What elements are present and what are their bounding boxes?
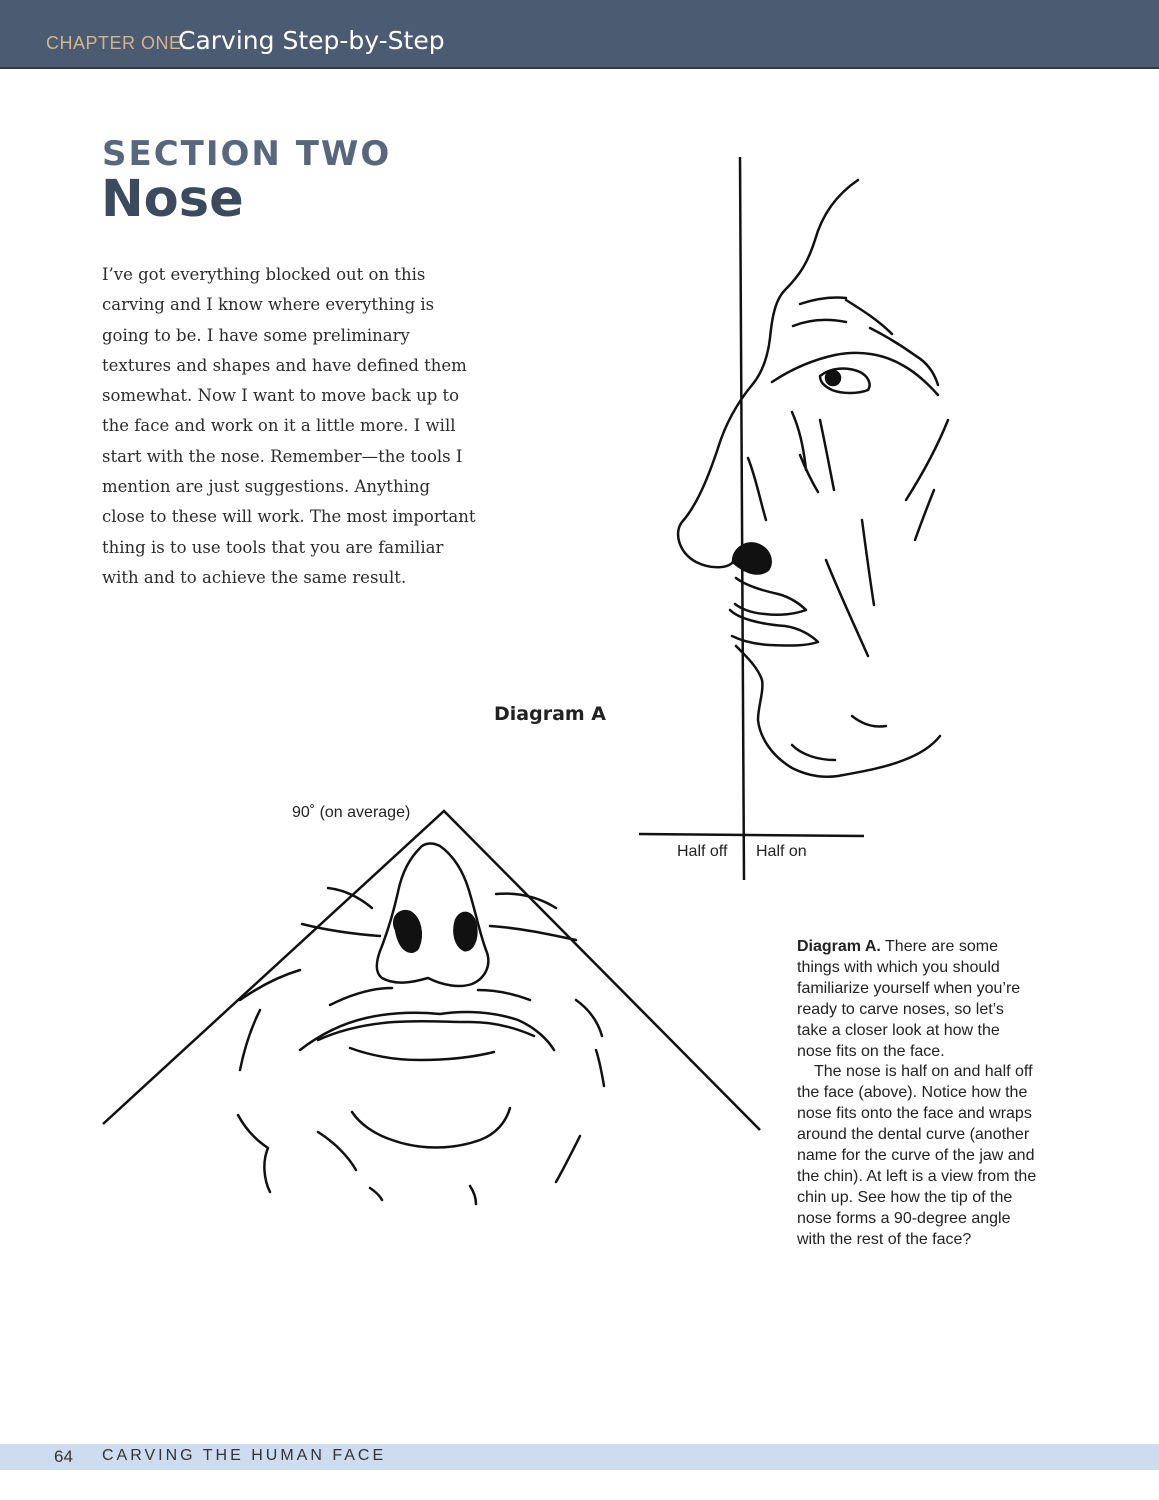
base-horizontal-line — [639, 834, 864, 836]
section-title: Nose — [101, 170, 244, 229]
caption-paragraph-2 — [797, 1062, 1037, 1250]
half-on-label: Half on — [756, 843, 807, 860]
center-vertical-line — [740, 157, 744, 880]
profile-face-drawing — [678, 180, 948, 777]
diagram-caption — [797, 937, 1037, 1251]
section-label: SECTION TWO — [102, 134, 392, 174]
caption-paragraph-2-text: The nose is half on and half off the face (above). Notice how the nose fits onto the face and wraps around the dental curve (another name for the curve of the jaw and the chin). At left is a view from the chin up. See how the tip of the nose forms a 90-degree angle with the rest of the face? — [797, 1063, 1037, 1248]
angle-triangle — [103, 811, 760, 1130]
chin-up-face-drawing — [238, 844, 604, 1204]
caption-paragraph-1-text: There are some things with which you should familiarize yourself when you’re ready to carve noses, so let’s take a closer look at how the nose fits on the face. — [797, 938, 1021, 1060]
intro-text: I’ve got everything blocked out on this carving and I know where everything is going to be. I have some preliminary textures and shapes and have defined them somewhat. Now I want to move back up to the face and work on it a little more. I will start with the nose. Remember—the tools I mention are just suggestions. Anything close to these will work. The most important thing is to use tools that you are familiar with and to achieve the same result. — [102, 265, 476, 587]
diagram-label: Diagram A — [494, 703, 607, 725]
caption-lead: Diagram A. — [797, 938, 881, 955]
page-number: 64 — [54, 1447, 73, 1466]
chapter-title: Carving Step-by-Step — [178, 26, 445, 55]
book-title: CARVING THE HUMAN FACE — [102, 1447, 387, 1464]
angle-label: 90˚ (on average) — [292, 804, 411, 821]
chapter-prefix: CHAPTER ONE: — [46, 33, 188, 53]
caption-paragraph-1 — [797, 937, 1037, 1062]
half-off-label: Half off — [677, 843, 728, 860]
